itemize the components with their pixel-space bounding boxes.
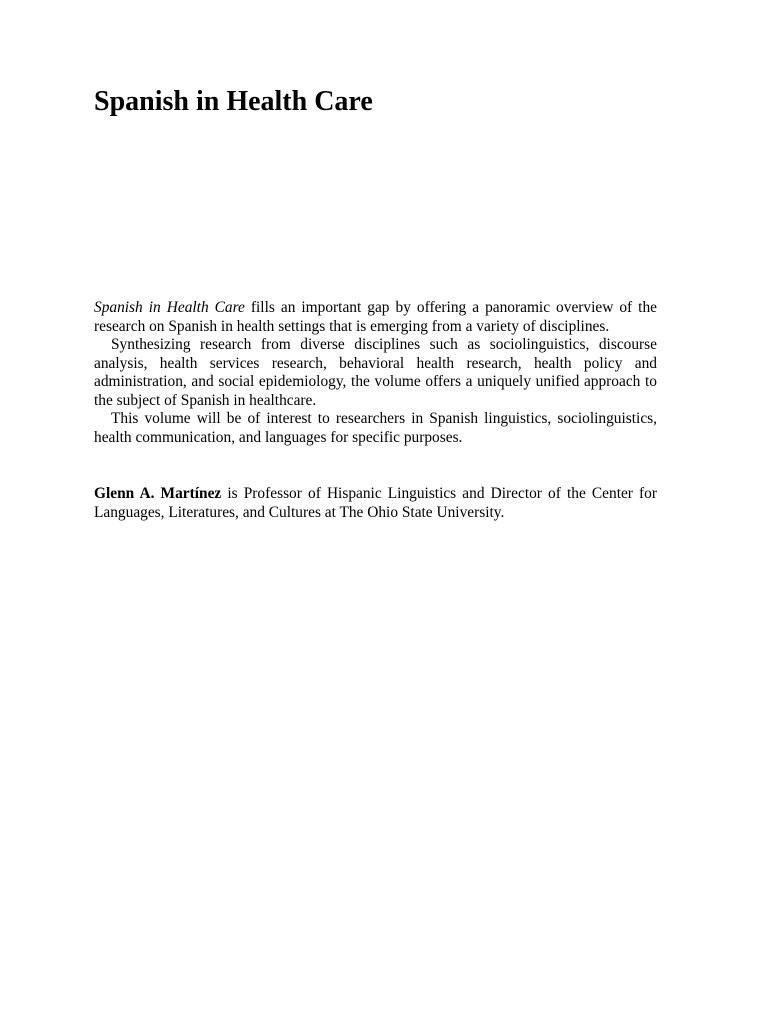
- description-paragraph-1-text: fills an important gap by offering a panoramic overview of the research on Spanish in health settings that is emerging from a variety of disciplines.: [94, 299, 657, 335]
- author-name: Glenn A. Martínez: [94, 485, 222, 502]
- description-book-title-italic: Spanish in Health Care: [94, 299, 245, 316]
- author-bio: [94, 485, 657, 522]
- description-paragraph-2: Synthesizing research from diverse disciplines such as sociolinguistics, discourse analysis, health services research, behavioral health research, health policy and administration, and social epidemiology, the volume offers a uniquely unified approach to the subject of Spanish in healthcare.: [94, 336, 657, 409]
- book-title: Spanish in Health Care: [94, 86, 373, 117]
- book-description: [94, 299, 657, 447]
- description-paragraph-1: [94, 299, 657, 336]
- description-paragraph-3: This volume will be of interest to researchers in Spanish linguistics, sociolinguistics, health communication, and languages for specific purposes.: [94, 410, 657, 446]
- author-bio-text: is Professor of Hispanic Linguistics and Director of the Center for Languages, Literatures, and Cultures at The Ohio State University.: [94, 485, 657, 521]
